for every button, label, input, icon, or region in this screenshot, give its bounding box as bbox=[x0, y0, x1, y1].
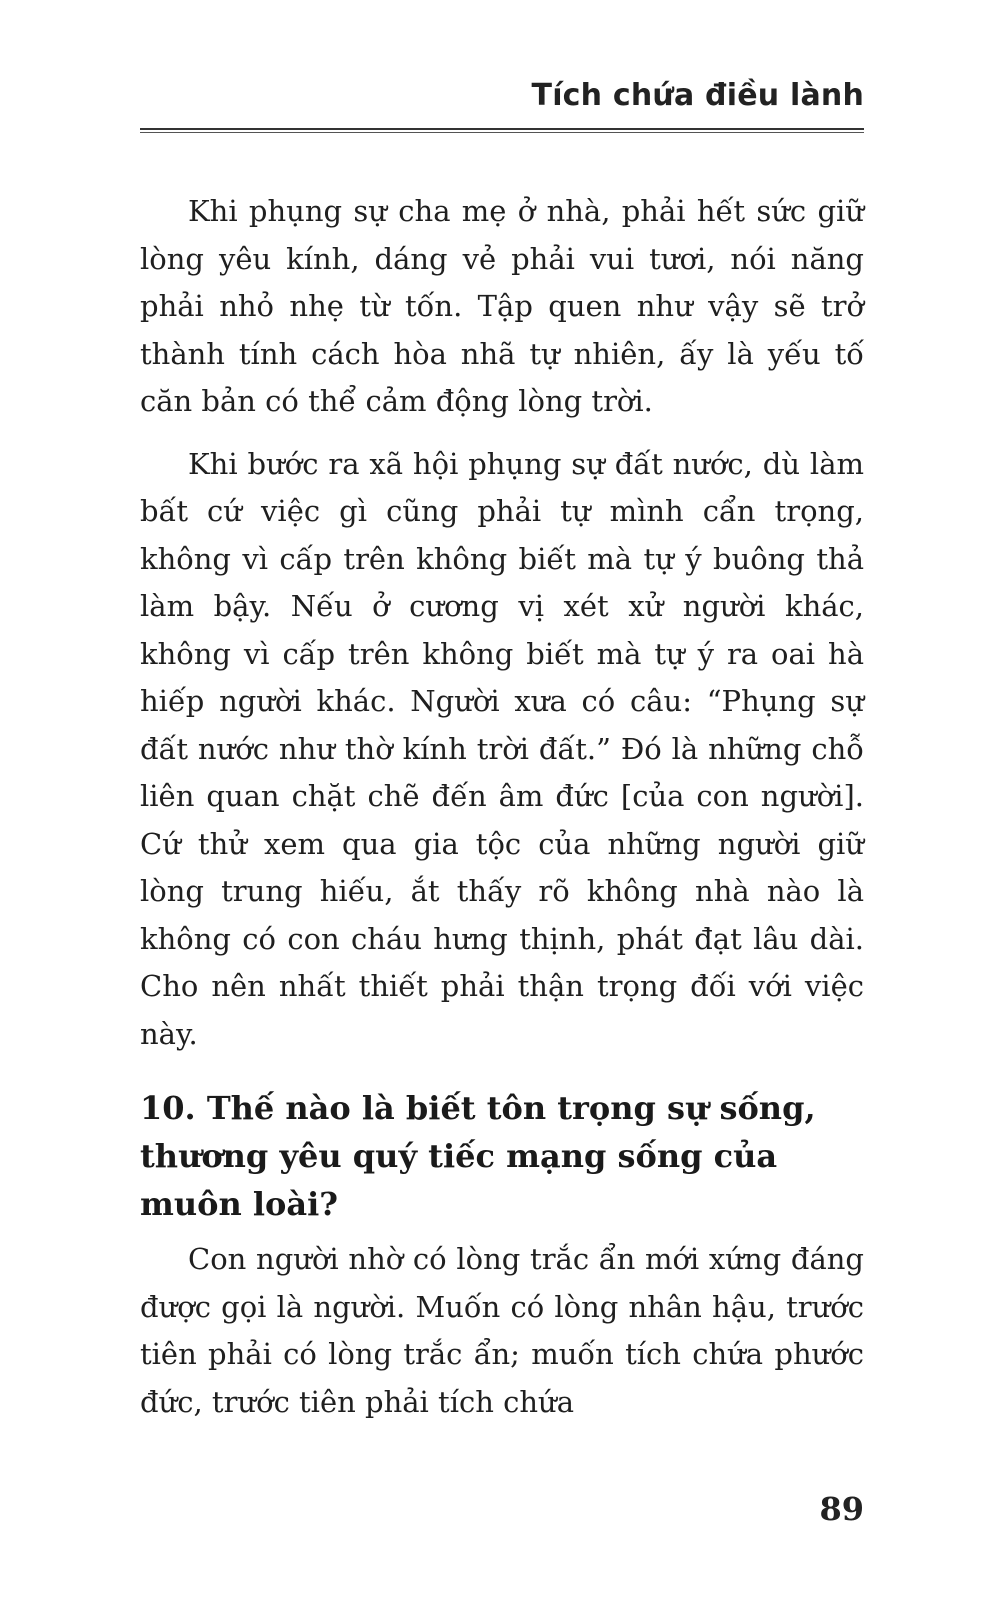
paragraph-2: Khi bước ra xã hội phụng sự đất nước, dù làm bất cứ việc gì cũng phải tự mình cẩn trọng, không vì cấp trên không biết mà tự ý buông thả làm bậy. Nếu ở cương vị xét xử người khác, không vì cấp trên không biết mà tự ý ra oai hà hiếp người khác. Người xưa có câu: “Phụng sự đất nước như thờ kính trời đất.” Đó là những chỗ liên quan chặt chẽ đến âm đức [của con người]. Cứ thử xem qua gia tộc của những người giữ lòng trung hiếu, ắt thấy rõ không nhà nào là không có con cháu hưng thịnh, phát đạt lâu dài. Cho nên nhất thiết phải thận trọng đối với việc này. bbox=[140, 446, 864, 1051]
page-number: 89 bbox=[819, 1490, 864, 1528]
paragraph-3: Con người nhờ có lòng trắc ẩn mới xứng đáng được gọi là người. Muốn có lòng nhân hậu, trước tiên phải có lòng trắc ẩn; muốn tích chứa phước đức, trước tiên phải tích chứa bbox=[140, 1242, 864, 1419]
page-body bbox=[140, 188, 864, 1441]
running-head-title: Tích chứa điều lành bbox=[531, 78, 864, 113]
header-rule bbox=[140, 128, 864, 130]
header-rule-secondary bbox=[140, 132, 864, 133]
section-heading: 10. Thế nào là biết tôn trọng sự sống, thương yêu quý tiếc mạng sống của muôn loài? bbox=[140, 1089, 816, 1223]
paragraph-1: Khi phụng sự cha mẹ ở nhà, phải hết sức giữ lòng yêu kính, dáng vẻ phải vui tươi, nói năng phải nhỏ nhẹ từ tốn. Tập quen như vậy sẽ trở thành tính cách hòa nhã tự nhiên, ấy là yếu tố căn bản có thể cảm động lòng trời. bbox=[140, 194, 864, 418]
